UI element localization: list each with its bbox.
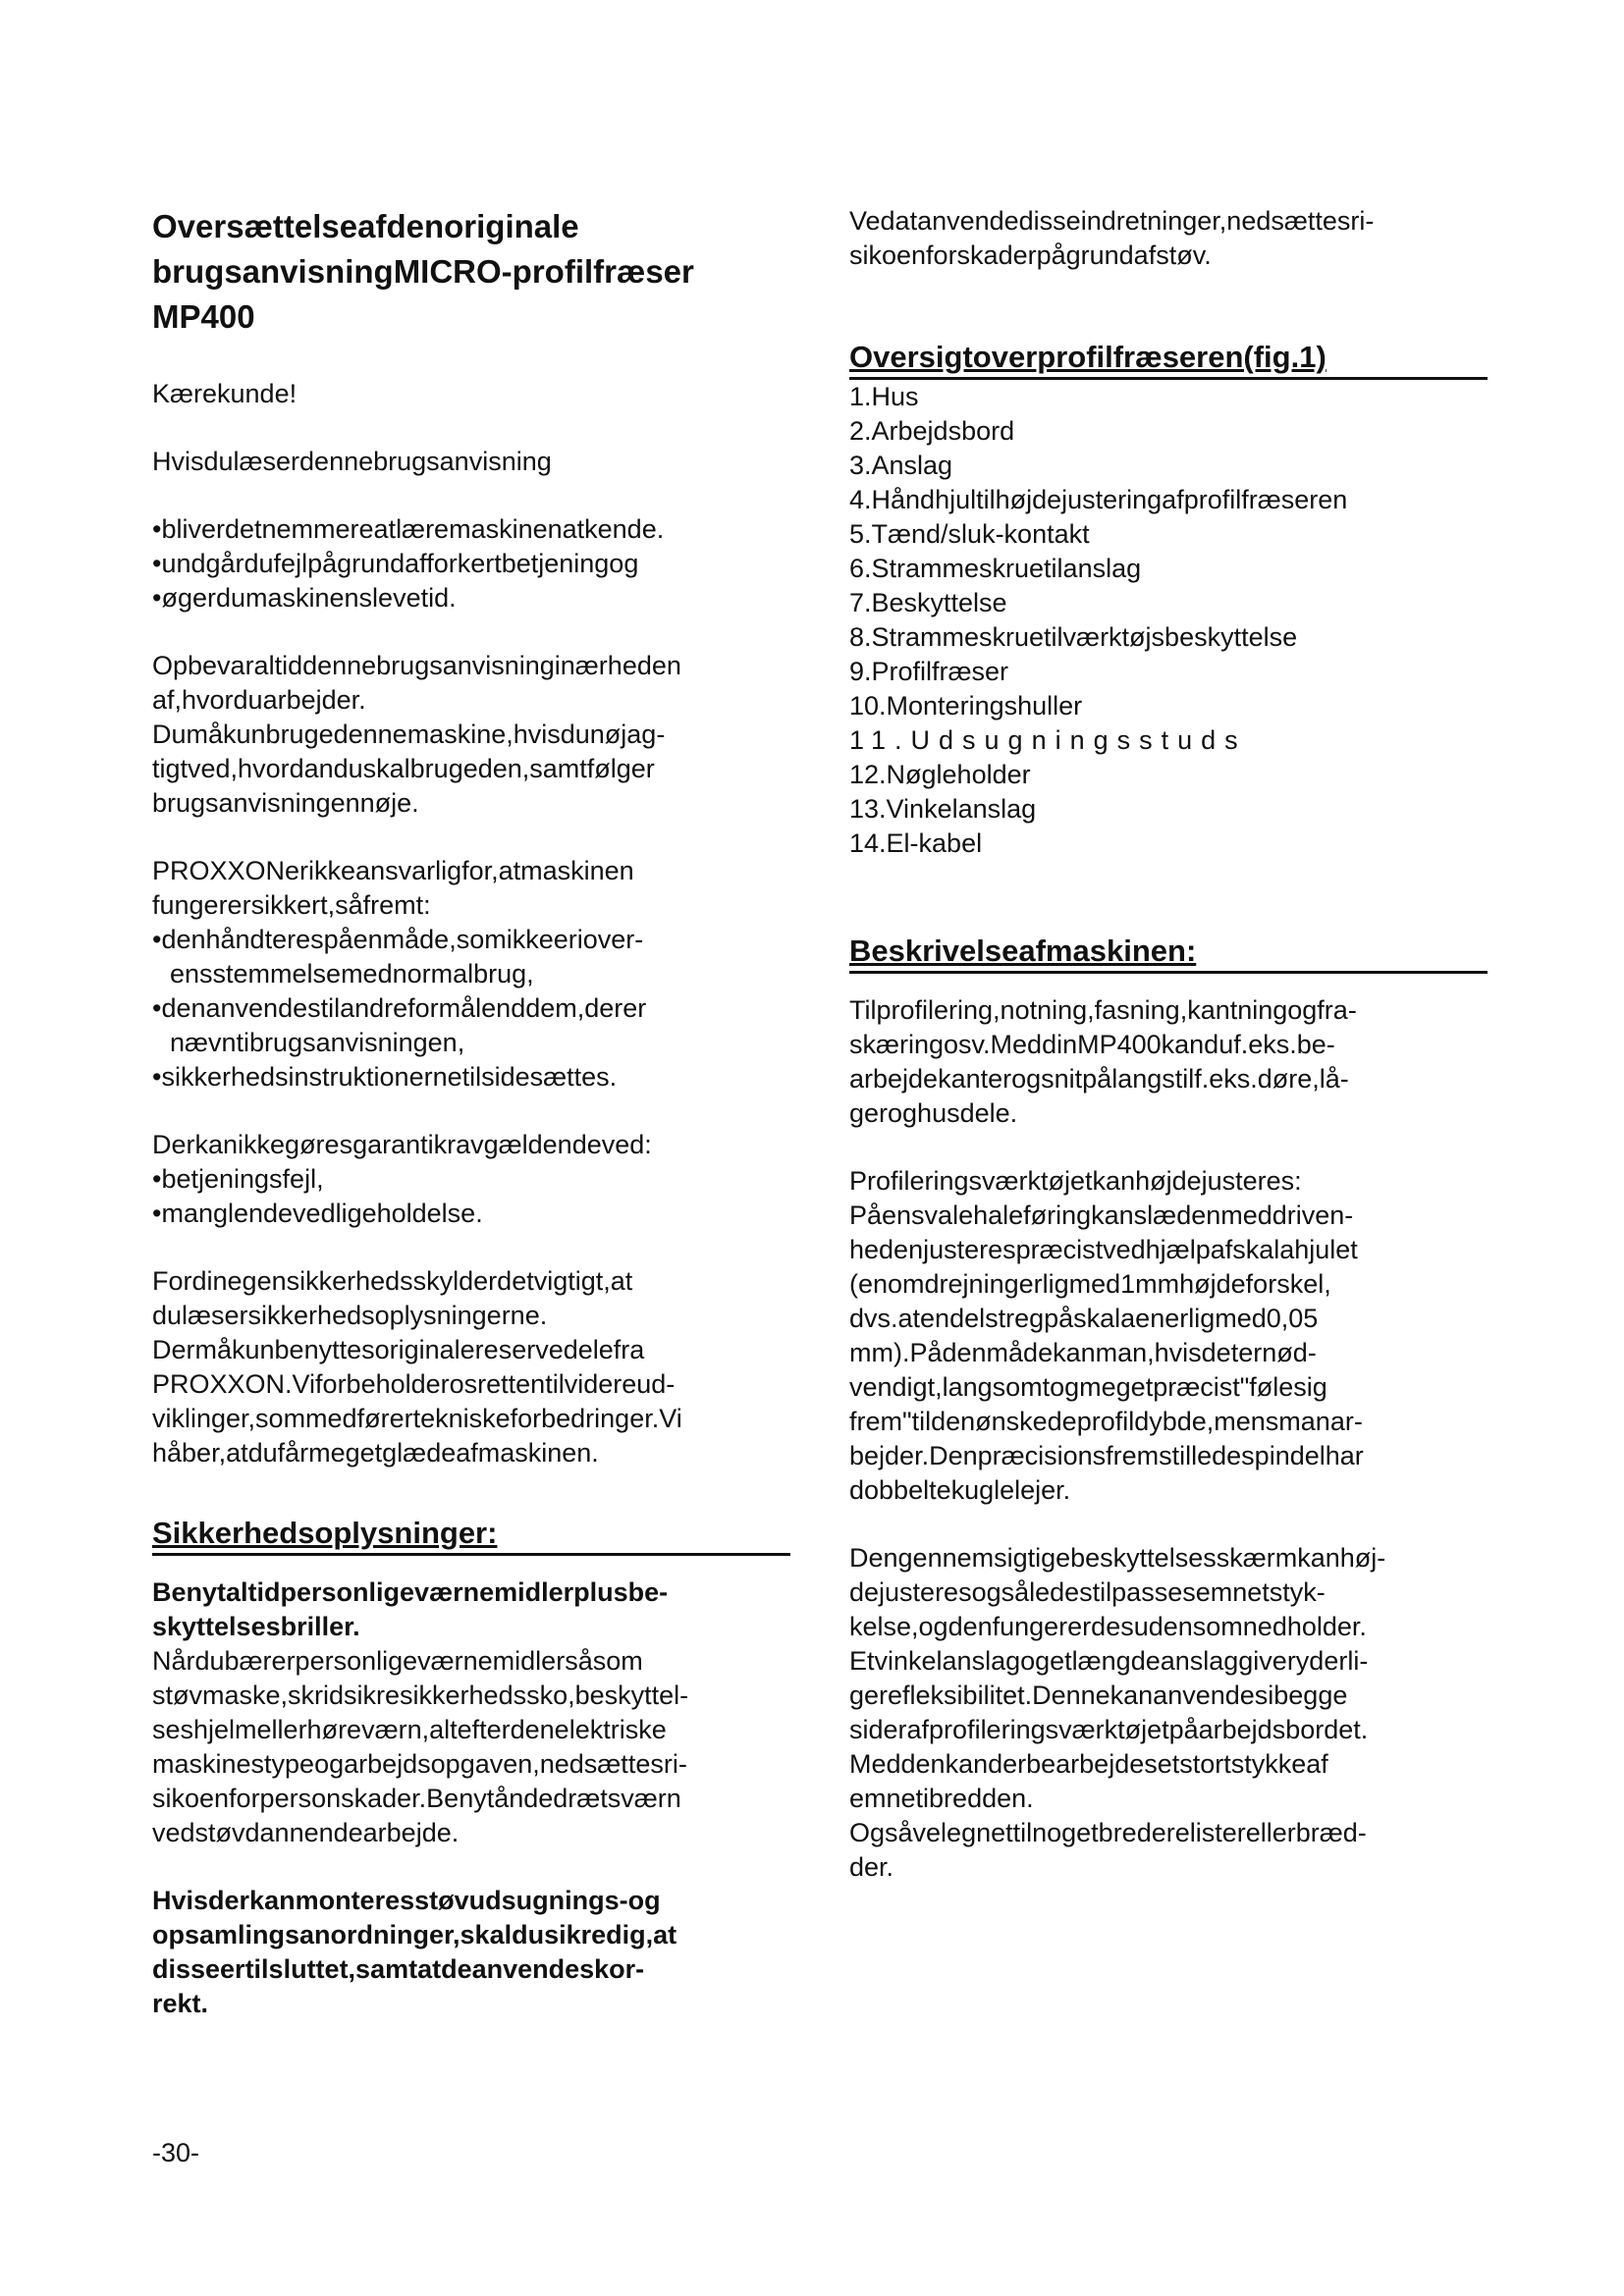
text-line: dvs.atendelstregpåskalaenerligmed0,05 [849,1304,1319,1333]
page-number: -30- [152,2138,200,2167]
bold-line: rekt. [152,1989,209,2018]
text-line: vedstøvdannendearbejde. [152,1818,460,1847]
text-line: arbejdekanterogsnitpålangstilf.eks.døre,lå- [849,1064,1349,1094]
text-line: geroghusdele. [849,1098,1018,1128]
text-line: emnetibredden. [849,1784,1034,1813]
list-item: 13.Vinkelanslag [849,794,1037,824]
text-line: dobbeltekuglelejer. [849,1475,1071,1505]
list-item: 12.Nøgleholder [849,760,1031,789]
dust-paragraph [849,204,1488,273]
text-line: bejder.Denpræcisionsfremstilledespindelhar [849,1441,1364,1470]
description-paragraph-2 [849,1164,1488,1508]
list-item: 10.Monteringshuller [849,691,1083,721]
text-line: der. [849,1852,894,1882]
text-line: frem"tildenønskedeprofildybde,mensmanar- [849,1407,1363,1436]
list-item: 3.Anslag [849,451,953,480]
bold-line: Benytaltidpersonligeværnemidlerplusbe- [152,1577,669,1607]
dust-extraction-notice [152,1884,790,2021]
list-item: 9.Profilfræser [849,657,1009,686]
benefits-list [152,512,790,615]
text-line: vendigt,langsomtogmegetpræcist"følesig [849,1372,1327,1402]
description-paragraph-1 [849,993,1488,1131]
text-line: PROXXON.Viforbeholderosrettentilvidereud- [152,1369,676,1399]
title-line: Oversættelseafdenoriginale [152,208,579,244]
list-item: 7.Beskyttelse [849,588,1007,617]
text-line: dejusteresogsåledestilpassesemnetstyk- [849,1577,1326,1607]
text-line: Nårdubærerpersonligeværnemidlersåsom [152,1646,643,1676]
text-line: fungerersikkert,såfremt: [152,890,431,920]
list-item: 6.Strammeskruetilanslag [849,554,1142,583]
text-line: sikoenforpersonskader.Benytåndedrætsværn [152,1784,681,1813]
title-line: brugsanvisningMICRO-profilfræser [152,253,694,290]
bullet-item: •bliverdetnemmereatlæremaskinenatkende. [152,514,665,544]
bullet-item: •denhåndterespåenmåde,somikkeeriover- ensstemmelsemednormalbrug, [152,925,644,988]
warranty-paragraph [152,1128,790,1231]
document-title [152,204,790,340]
text-line: seshjelmellerhøreværn,altefterdenelektriske [152,1715,667,1744]
overview-heading: Oversigtoverprofilfræseren(fig.1) [849,338,1488,380]
text-line: kelse,ogdenfungererdesudensomnedholder. [849,1612,1367,1641]
parts-list [849,380,1488,861]
bold-line: opsamlingsanordninger,skaldusikredig,at [152,1920,677,1949]
bullet-item: •manglendevedligeholdelse. [152,1199,483,1228]
text-line: hedenjusterespræcistvedhjælpafskalahjulet [849,1235,1358,1264]
intro-text: Hvisdulæserdennebrugsanvisning [152,447,552,476]
text-line: (enomdrejningerligmed1mmhøjdeforskel, [849,1269,1331,1299]
text-line: håber,atdufårmegetglædeafmaskinen. [152,1438,599,1468]
list-item: 5.Tænd/sluk-kontakt [849,519,1090,549]
text-line: Ogsåvelegnettilnogetbrederelisterellerbræd- [849,1818,1367,1847]
bullet-item: •øgerdumaskinenslevetid. [152,583,457,613]
right-column [849,204,1488,1885]
text-line: tigtved,hvordanduskalbrugeden,samtfølger [152,754,655,783]
text-line: dulæsersikkerhedsoplysningerne. [152,1301,548,1330]
text-line: Etvinkelanslagogetlængdeanslaggiveryderli- [849,1646,1369,1676]
list-item: 14.El-kabel [849,828,983,858]
greeting: Kærekunde! [152,379,298,408]
keep-manual-paragraph [152,649,790,821]
description-heading: Beskrivelseafmaskinen: [849,932,1488,974]
text-line: PROXXONerikkeansvarligfor,atmaskinen [152,856,634,885]
bullet-item: •betjeningsfejl, [152,1164,324,1194]
title-line: MP400 [152,298,255,335]
text-line: gerefleksibilitet.Dennekananvendesibegge [849,1681,1348,1710]
text-line: Tilprofilering,notning,fasning,kantningogfra- [849,995,1357,1025]
bullet-item: •denanvendestilandreformålenddem,derer nævntibrugsanvisningen, [152,993,647,1057]
bullet-item: •undgårdufejlpågrundafforkertbetjeningog [152,549,639,578]
text-line: Meddenkanderbearbejdesetstortstykkeaf [849,1749,1328,1779]
safety-heading: Sikkerhedsoplysninger: [152,1514,790,1556]
liability-paragraph [152,854,790,1095]
text-line: Derkanikkegøresgarantikravgældendeved: [152,1130,652,1159]
text-line: Opbevaraltiddennebrugsanvisninginærheden [152,651,681,680]
text-line: Dumåkunbrugedennemaskine,hvisdunøjag- [152,720,666,749]
list-item: 1.Hus [849,382,919,411]
text-line: Profileringsværktøjetkanhøjdejusteres: [849,1166,1302,1196]
bold-line: Hvisderkanmonteresstøvudsugnings-og [152,1886,661,1915]
text-line: Dengennemsigtigebeskyttelsesskærmkanhøj- [849,1543,1386,1573]
text-line: støvmaske,skridsikresikkerhedssko,beskyttel- [152,1681,689,1710]
text-line: siderafprofileringsværktøjetpåarbejdsbordet. [849,1715,1369,1744]
left-column [152,204,790,2021]
text-line: skæringosv.MeddinMP400kanduf.eks.be- [849,1030,1335,1059]
closing-paragraph [152,1264,790,1470]
list-item: 11.Udsugningsstuds [849,725,1247,755]
text-line: af,hvorduarbejder. [152,685,366,715]
text-line: viklinger,sommedførertekniskeforbedringer.Vi [152,1404,682,1433]
description-paragraph-3 [849,1541,1488,1885]
text-line: Dermåkunbenyttesoriginalereservedelefra [152,1335,645,1364]
list-item: 4.Håndhjultilhøjdejusteringafprofilfræseren [849,485,1348,514]
text-line: mm).Pådenmådekanman,hvisdeternød- [849,1338,1317,1367]
text-line: maskinestypeogarbejdsopgaven,nedsættesri- [152,1749,687,1779]
list-item: 8.Strammeskruetilværktøjsbeskyttelse [849,622,1298,652]
text-line: Vedatanvendedisseindretninger,nedsættesri- [849,206,1375,236]
text-line: sikoenforskaderpågrundafstøv. [849,240,1212,270]
safety-section [152,1575,790,1850]
list-item: 2.Arbejdsbord [849,416,1015,446]
bold-line: skyttelsesbriller. [152,1612,360,1641]
text-line: brugsanvisningennøje. [152,788,419,818]
bullet-item: •sikkerhedsinstruktionernetilsidesættes. [152,1062,618,1092]
bold-line: disseertilsluttet,samtatdeanvendeskor- [152,1954,645,1984]
text-line: Påensvalehaleføringkanslædenmeddriven- [849,1201,1354,1230]
text-line: Fordinegensikkerhedsskylderdetvigtigt,at [152,1266,633,1296]
